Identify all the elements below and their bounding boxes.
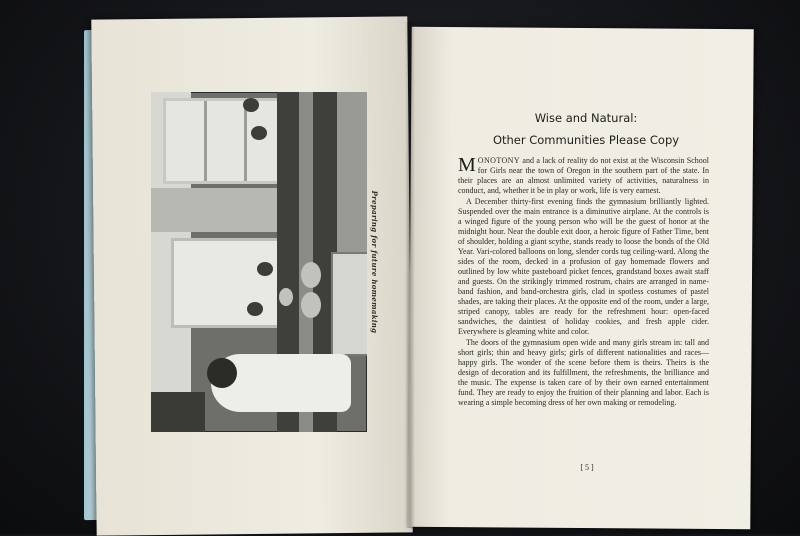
photo-wall [151, 188, 281, 232]
photo-window [163, 98, 289, 184]
paragraph-1-text: and a lack of reality do not exist at the Wisconsin School for Girls near the town of Oregon in the southern part of the state. In their places are an almost unlimited variety of activities, naturalness in conduct, and, whether it be in play or work, life is very earnest. [458, 156, 709, 195]
article-title: Wise and Natural: [534, 111, 638, 125]
photo-cabinet [331, 252, 367, 356]
photo-bowl [279, 288, 293, 306]
paragraph-1 [458, 156, 709, 196]
window-mullion [244, 101, 247, 181]
photo-shadow [151, 392, 205, 432]
window-mullion [204, 101, 207, 181]
page-gutter [405, 22, 415, 528]
photo-person-head [207, 358, 237, 388]
kitchen-photograph [151, 92, 367, 432]
photo-plant [251, 126, 267, 140]
first-word: ONOTONY [477, 156, 521, 165]
paragraph-2: A December thirty-first evening finds the gymnasium brilliantly lighted. Suspended over the main entrance is a diminutive airplane. At the controls is a winged figure of the young person who will be the guest of honor at the midnight hour. Near the double exit door, a heroic figure of Father Time, bent of shoulder, holding a giant scythe, stands ready to loose the bonds of the Old Year. Vari-colored balloons on long, slender cords tug ceiling-ward. Along the sides of the room, decked in a profusion of gay homemade flowers and outlined by low white pasteboard picket fences, grandstand boxes await staff and guests. On the strikingly trimmed rostrum, chairs are arranged in name-band fashion, and band-orchestra girls, clad in spotless costumes of pastel shades, are taking their places. At the opposite end of the room, under a large, striped canopy, tables are ready for the refreshment hour: open-faced sandwiches, the daintiest of holiday cookies, and fresh apple cider. Everywhere is gleaming white and color. [458, 197, 709, 336]
photo-bowl [301, 292, 321, 318]
photo-plant [257, 262, 273, 276]
article-body [458, 156, 709, 408]
page-number: [ 5 ] [580, 463, 594, 472]
photo-plant [243, 98, 259, 112]
paragraph-3: The doors of the gymnasium open wide and many girls stream in: tall and short girls; thin and heavy girls; girls of different nationalities and races—happy girls. The wonder of the scene before them is theirs. Theirs is the design of decoration and its fulfillment, the refreshments, the brilliance and the music. The expense is taken care of by their own earned entertainment fund. They are ready to enjoy the fruition of their planning and labor. Each is wearing a simple becoming dress of her own making or remodeling. [458, 338, 709, 407]
photo-caption: Preparing for future homemaking [370, 190, 379, 334]
photo-bowl [301, 262, 321, 288]
photo-window [171, 238, 282, 328]
drop-cap: M [458, 154, 476, 176]
article-subtitle: Other Communities Please Copy [492, 133, 680, 147]
photo-plant [247, 302, 263, 316]
photo-floor [337, 92, 367, 252]
